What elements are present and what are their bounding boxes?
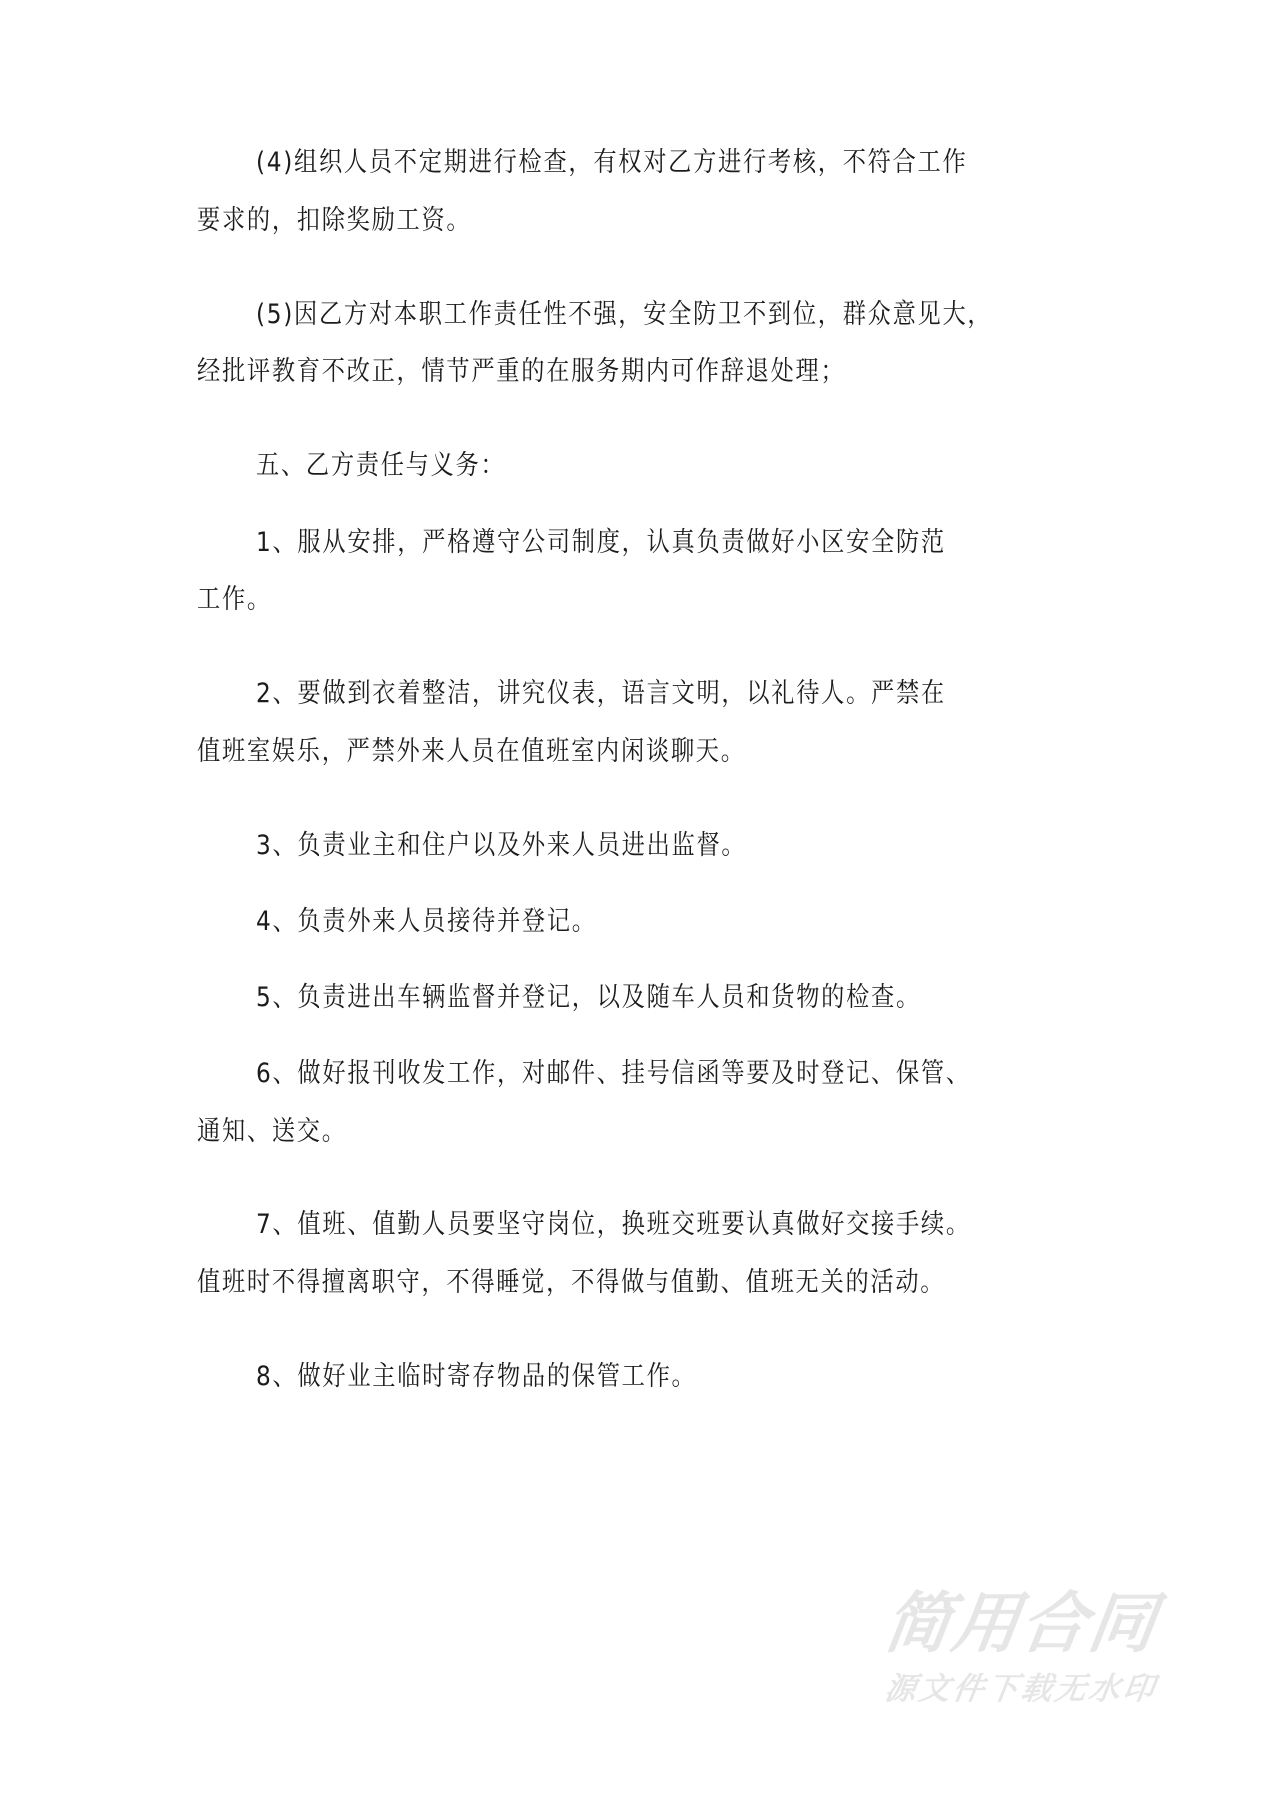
paragraph-4-line-1: (4)组织人员不定期进行检查，有权对乙方进行考核，不符合工作 bbox=[256, 147, 968, 178]
item-8: 8、做好业主临时寄存物品的保管工作。 bbox=[256, 1361, 697, 1392]
paragraph-4-line-2: 要求的，扣除奖励工资。 bbox=[197, 205, 472, 236]
item-7-line-2: 值班时不得擅离职守，不得睡觉，不得做与值勤、值班无关的活动。 bbox=[197, 1267, 946, 1298]
item-3: 3、负责业主和住户以及外来人员进出监督。 bbox=[256, 830, 747, 861]
item-5: 5、负责进出车辆监督并登记，以及随车人员和货物的检查。 bbox=[256, 982, 921, 1013]
watermark bbox=[879, 1585, 1185, 1708]
item-4: 4、负责外来人员接待并登记。 bbox=[256, 906, 597, 937]
watermark-subtitle: 源文件下载无水印 bbox=[882, 1671, 1160, 1707]
item-6-line-1: 6、做好报刊收发工作，对邮件、挂号信函等要及时登记、保管、 bbox=[256, 1058, 971, 1089]
item-7-line-1: 7、值班、值勤人员要坚守岗位，换班交班要认真做好交接手续。 bbox=[256, 1209, 971, 1240]
watermark-title: 简用合同 bbox=[879, 1585, 1163, 1662]
paragraph-5-line-2: 经批评教育不改正，情节严重的在服务期内可作辞退处理； bbox=[197, 356, 846, 387]
item-1-line-2: 工作。 bbox=[197, 584, 272, 615]
item-2-line-2: 值班室娱乐，严禁外来人员在值班室内闲谈聊天。 bbox=[197, 736, 746, 767]
section-heading-5: 五、乙方责任与义务： bbox=[256, 450, 506, 481]
paragraph-5-line-1: (5)因乙方对本职工作责任性不强，安全防卫不到位，群众意见大， bbox=[256, 299, 993, 330]
item-1-line-1: 1、服从安排，严格遵守公司制度，认真负责做好小区安全防范 bbox=[256, 527, 946, 558]
item-2-line-1: 2、要做到衣着整洁，讲究仪表，语言文明，以礼待人。严禁在 bbox=[256, 678, 946, 709]
item-6-line-2: 通知、送交。 bbox=[197, 1116, 347, 1147]
